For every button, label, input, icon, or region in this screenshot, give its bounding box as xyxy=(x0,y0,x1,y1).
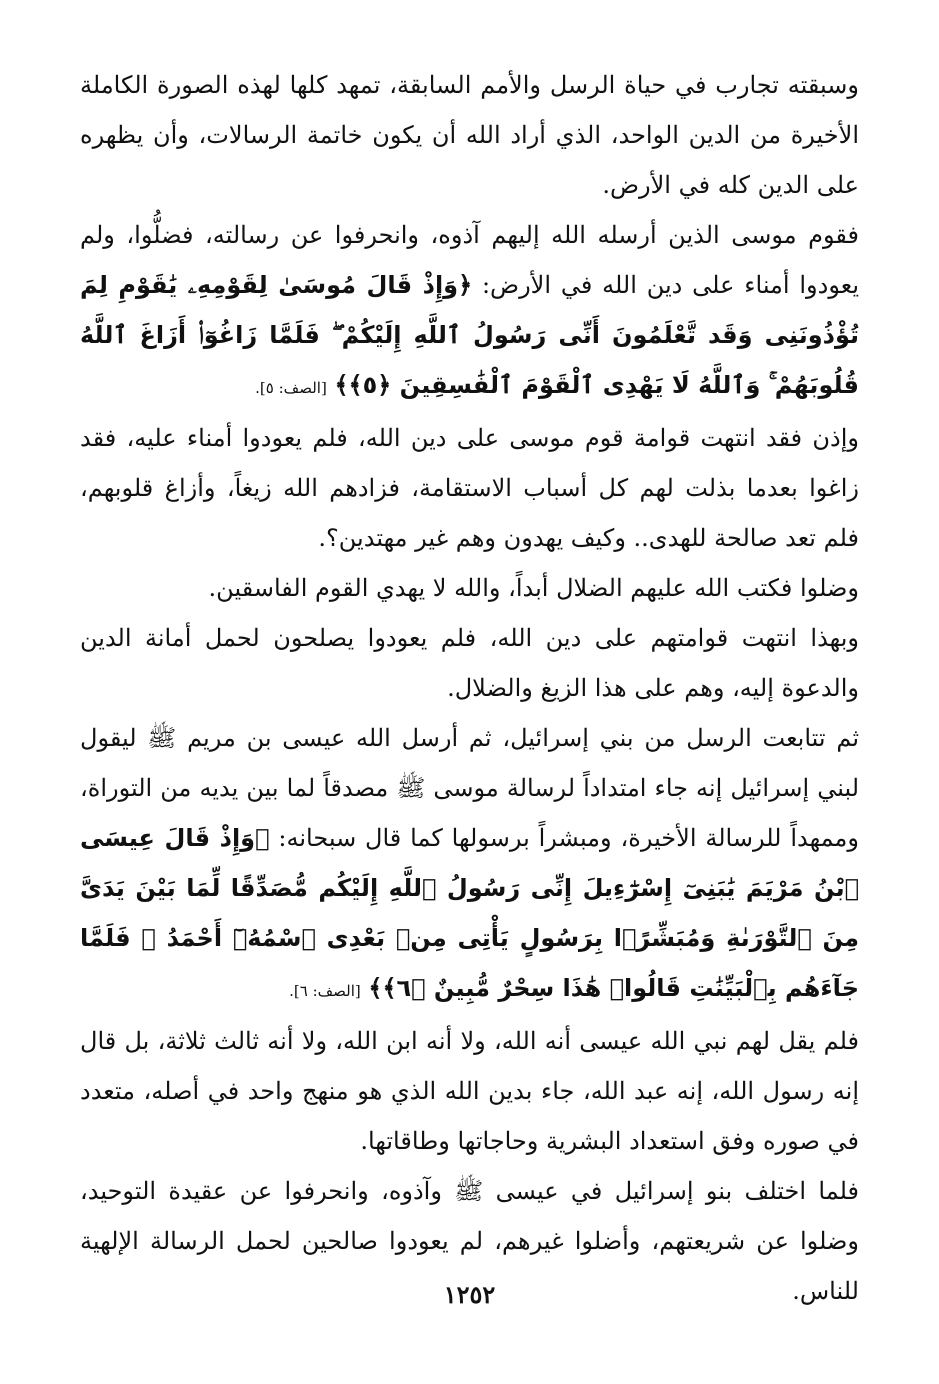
page-number: ١٢٥٢ xyxy=(443,1280,496,1309)
paragraph-6-text: ثم تتابعت الرسل من بني إسرائيل، ثم أرسل الله عيسى بن مريم ﷺ ليقول لبني إسرائيل إنه جاء امتداداً لرسالة موسى ﷺ مصدقاً لما بين يديه من التوراة، وممهداً للرسالة الأخيرة، ومبشراً برسولها كما قال سبحانه: xyxy=(80,724,860,852)
verse-citation-saff-5: [الصف: ٥]. xyxy=(255,379,327,397)
paragraph-8: فلما اختلف بنو إسرائيل في عيسى ﷺ وآذوه، وانحرفوا عن عقيدة التوحيد، وضلوا عن شريعتهم، وأضلوا غيرهم، لم يعودوا صالحين لحمل الرسالة الإلهية للناس. xyxy=(80,1177,859,1305)
paragraph-2 xyxy=(80,210,859,413)
paragraph-3: وإذن فقد انتهت قوامة قوم موسى على دين الله، فلم يعودوا أمناء عليه، فقد زاغوا بعدما بذلت لهم كل أسباب الاستقامة، فزادهم الله زيغاً، وأزاغ قلوبهم، فلم تعد صالحة للهدى.. وكيف يهدون وهم غير مهتدين؟. xyxy=(80,424,859,552)
paragraph-4: وضلوا فكتب الله عليهم الضلال أبداً، والله لا يهدي القوم الفاسقين. xyxy=(208,574,859,602)
paragraph-1: وسبقته تجارب في حياة الرسل والأمم السابقة، تمهد كلها لهذه الصورة الكاملة الأخيرة من الدين الواحد، الذي أراد الله أن يكون خاتمة الرسالات، وأن يظهره على الدين كله في الأرض. xyxy=(80,71,859,199)
quran-verse-saff-6: ﴿وَإِذْ قَالَ عِيسَى ٱبْنُ مَرْيَمَ يَٰبَنِىٓ إِسْرَٰٓءِيلَ إِنِّى رَسُولُ ٱللَّهِ إِلَيْكُم مُّصَدِّقًا لِّمَا بَيْنَ يَدَىَّ مِنَ ٱلتَّوْرَىٰةِ وَمُبَشِّرًۢا بِرَسُولٍ يَأْتِى مِنۢ بَعْدِى ٱسْمُهُۥٓ أَحْمَدُ ۖ فَلَمَّا جَآءَهُم بِٱلْبَيِّنَٰتِ قَالُوا۟ هَٰذَا سِحْرٌ مُّبِينٌ ﴿٦﴾﴾ xyxy=(80,824,859,1002)
verse-citation-saff-6: [الصف: ٦]. xyxy=(289,982,361,1000)
paragraph-2-text: فقوم موسى الذين أرسله الله إليهم آذوه، وانحرفوا عن رسالته، فضلُّوا، ولم يعودوا أمناء على دين الله في الأرض: xyxy=(80,221,859,299)
paragraph-6 xyxy=(80,713,859,1016)
paragraph-7: فلم يقل لهم نبي الله عيسى أنه الله، ولا أنه ابن الله، ولا أنه ثالث ثلاثة، بل قال إنه رسول الله، إنه عبد الله، جاء بدين الله الذي هو منهج واحد في أصله، متعدد في صوره وفق استعداد البشرية وحاجاتها وطاقاتها. xyxy=(80,1027,859,1155)
quran-verse-saff-5: ﴿وَإِذْ قَالَ مُوسَىٰ لِقَوْمِهِۦ يَٰقَوْمِ لِمَ تُؤْذُونَنِى وَقَد تَّعْلَمُونَ أَنِّى رَسُولُ ٱللَّهِ إِلَيْكُمْ ۖ فَلَمَّا زَاغُوٓا۟ أَزَاغَ ٱللَّهُ قُلُوبَهُمْ ۚ وَٱللَّهُ لَا يَهْدِى ٱلْقَوْمَ ٱلْفَٰسِقِينَ ﴿٥﴾﴾ xyxy=(80,271,859,399)
paragraph-5: وبهذا انتهت قوامتهم على دين الله، فلم يعودوا يصلحون لحمل أمانة الدين والدعوة إليه، وهم على هذا الزيغ والضلال. xyxy=(80,624,859,702)
